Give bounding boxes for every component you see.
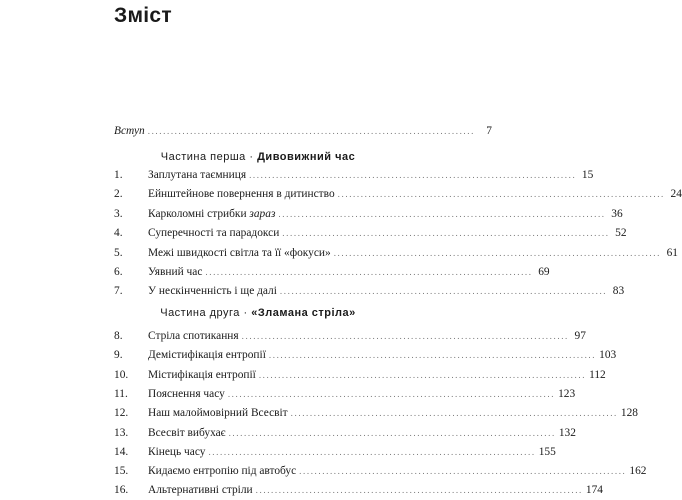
part-name: «Зламана стріла» bbox=[251, 307, 356, 319]
toc-entry[interactable] bbox=[114, 464, 647, 478]
toc-entry-title: Всесвіт вибухає bbox=[148, 426, 226, 439]
toc-entry-page: 7 bbox=[486, 125, 492, 137]
toc-entry-number: 8. bbox=[114, 330, 123, 342]
toc-entry[interactable] bbox=[114, 226, 627, 240]
toc-entry-number: 7. bbox=[114, 285, 123, 298]
toc-entry[interactable] bbox=[114, 329, 586, 343]
toc-entry-title: Ейнштейнове повернення в дитинство bbox=[148, 188, 335, 201]
toc-entry[interactable] bbox=[114, 445, 556, 459]
toc-entry[interactable] bbox=[114, 265, 550, 279]
dot-leader: ..................................................................................... bbox=[255, 485, 583, 496]
toc-entry-number: 3. bbox=[114, 207, 123, 220]
toc-entry-number: 12. bbox=[114, 407, 129, 420]
dot-leader: ..................................................................................... bbox=[205, 267, 533, 277]
dot-leader: ..................................................................................... bbox=[299, 466, 627, 477]
toc-entry-title: Стріла спотикання bbox=[148, 330, 239, 342]
toc-entry-title: Вступ bbox=[114, 125, 145, 137]
toc-entry[interactable] bbox=[114, 483, 603, 497]
toc-entry-page: 162 bbox=[629, 465, 647, 478]
part-heading-2 bbox=[114, 307, 402, 319]
toc-entry-page: 61 bbox=[666, 246, 678, 259]
dot-leader: ..................................................................................... bbox=[227, 388, 556, 399]
toc-entry-page: 69 bbox=[538, 266, 550, 278]
toc-entry[interactable] bbox=[114, 284, 625, 298]
dot-leader: ..................................................................................... bbox=[208, 446, 536, 457]
part-heading-1 bbox=[114, 151, 402, 163]
dot-leader: ..................................................................................... bbox=[290, 408, 618, 419]
dot-leader: ..................................................................................... bbox=[337, 189, 665, 200]
toc-entry-title: Кидаємо ентропію під автобус bbox=[148, 465, 297, 478]
toc-entry-page: 15 bbox=[581, 169, 594, 181]
toc-entry-page: 52 bbox=[615, 227, 627, 240]
toc-entry-title: У нескінченність і ще далі bbox=[148, 285, 277, 298]
toc-entry-title: Межі швидкості світла та її «фокуси» bbox=[148, 246, 331, 259]
part-separator: · bbox=[243, 307, 248, 319]
part-label: Частина друга bbox=[160, 307, 240, 319]
toc-entry-number: 16. bbox=[114, 484, 129, 497]
dot-leader: ..................................................................................... bbox=[282, 228, 610, 239]
toc-entry-title: Суперечності та парадокси bbox=[148, 227, 280, 240]
toc-entry[interactable] bbox=[114, 368, 606, 382]
toc-entry-number: 9. bbox=[114, 349, 123, 362]
toc-entry-number: 4. bbox=[114, 227, 123, 240]
toc-entry-page: 155 bbox=[538, 445, 556, 458]
toc-entry-page: 24 bbox=[670, 188, 682, 201]
page-title: Зміст bbox=[114, 4, 172, 27]
dot-leader: ..................................................................................... bbox=[147, 126, 475, 136]
toc-entry[interactable] bbox=[114, 426, 576, 440]
dot-leader: ..................................................................................... bbox=[228, 427, 556, 438]
toc-entry[interactable] bbox=[114, 187, 682, 201]
toc-entry-page: 123 bbox=[558, 387, 576, 400]
toc-entry-title: Наш малоймовірний Всесвіт bbox=[148, 407, 288, 420]
toc-entry-page: 128 bbox=[620, 407, 638, 420]
toc-entry-number: 2. bbox=[114, 188, 123, 201]
toc-entry-title: Заплутана таємниця bbox=[148, 169, 247, 181]
toc-entry-number: 6. bbox=[114, 266, 123, 278]
toc-entry-title: Уявний час bbox=[148, 266, 203, 278]
toc-entry-title: Альтернативні стріли bbox=[148, 484, 253, 497]
toc-entry-title: Пояснення часу bbox=[148, 387, 225, 400]
dot-leader: ..................................................................................... bbox=[279, 286, 608, 297]
part-label: Частина перша bbox=[160, 151, 246, 163]
toc-entry-number: 10. bbox=[114, 368, 129, 381]
part-separator: · bbox=[249, 151, 254, 163]
toc-entry-page: 103 bbox=[599, 349, 617, 362]
toc-entry[interactable] bbox=[114, 207, 623, 221]
toc-entry-number: 5. bbox=[114, 246, 123, 259]
toc-entry-intro[interactable] bbox=[114, 124, 492, 138]
toc-entry-page: 36 bbox=[611, 207, 623, 220]
toc-entry[interactable] bbox=[114, 348, 617, 362]
toc-entry-page: 97 bbox=[574, 330, 586, 342]
dot-leader: ..................................................................................... bbox=[241, 331, 569, 341]
toc-entry-page: 174 bbox=[585, 484, 603, 497]
toc-entry-page: 112 bbox=[589, 368, 606, 381]
toc-entry-title: Містифікація ентропії bbox=[148, 368, 256, 381]
toc-entry-page: 83 bbox=[612, 285, 625, 298]
toc-entry-number: 13. bbox=[114, 426, 129, 439]
toc-entry-title: Карколомні стрибки зараз bbox=[148, 207, 276, 220]
toc-entry[interactable] bbox=[114, 246, 678, 260]
part-name: Дивовижний час bbox=[257, 151, 356, 163]
dot-leader: ..................................................................................... bbox=[278, 208, 606, 219]
dot-leader: ..................................................................................... bbox=[333, 247, 661, 258]
dot-leader: ..................................................................................... bbox=[268, 350, 597, 361]
toc-entry-number: 11. bbox=[114, 387, 128, 400]
dot-leader: ..................................................................................... bbox=[249, 170, 577, 180]
toc-entry[interactable] bbox=[114, 387, 576, 401]
toc-entry-number: 14. bbox=[114, 445, 129, 458]
toc-entry[interactable] bbox=[114, 168, 594, 182]
toc-entry-number: 15. bbox=[114, 465, 129, 478]
dot-leader: ..................................................................................... bbox=[258, 369, 587, 380]
toc-entry-page: 132 bbox=[558, 426, 576, 439]
toc-entry[interactable] bbox=[114, 406, 638, 420]
toc-entry-title: Кінець часу bbox=[148, 445, 206, 458]
toc-entry-number: 1. bbox=[114, 169, 123, 181]
toc-entry-title: Демістифікація ентропії bbox=[148, 349, 266, 362]
